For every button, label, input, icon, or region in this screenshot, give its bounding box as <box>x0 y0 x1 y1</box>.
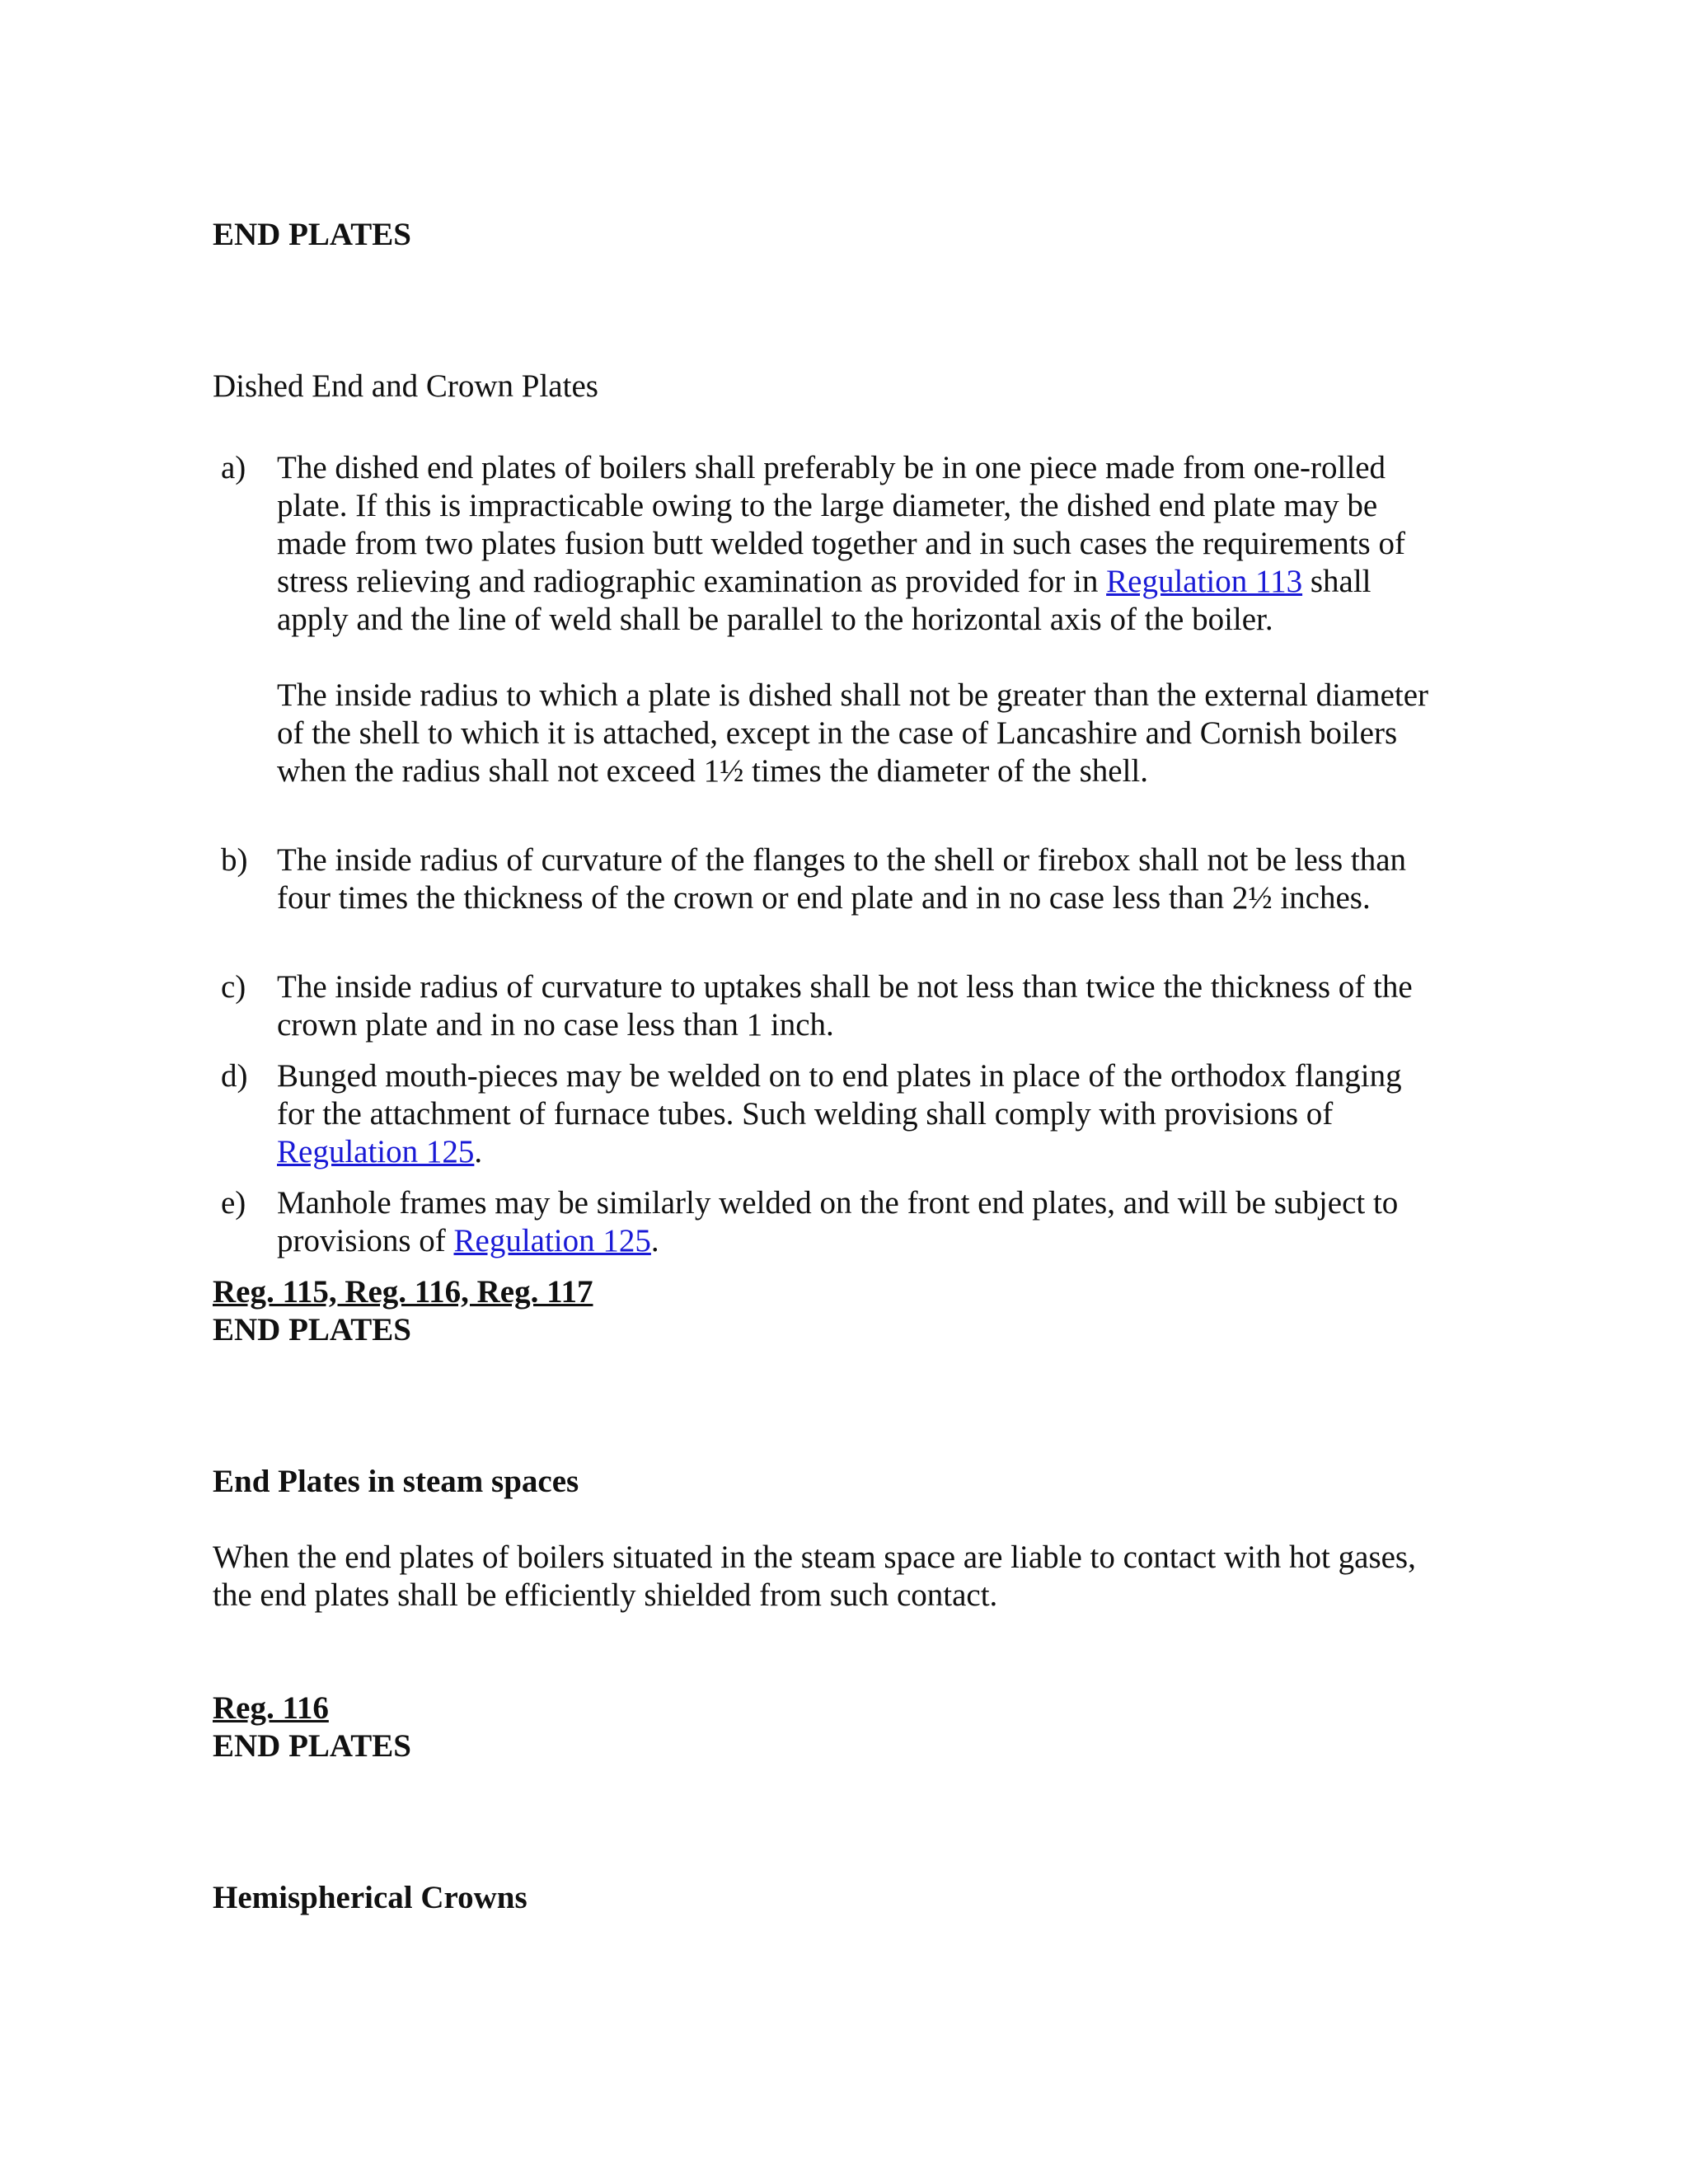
section-heading: END PLATES <box>213 1728 411 1764</box>
list-item-label: c) <box>221 969 246 1005</box>
list-item-label: d) <box>221 1058 248 1094</box>
list-item-paragraph <box>277 449 1432 639</box>
text-run: The dished end plates of boilers shall preferably be in one piece made from one-rolled plate. If this is impracticable owing to the large diameter, the dished end plate may be made from two plates fusion butt welded together and in such cases the requirements of stress relieving and radiographic examination as provided for in <box>277 450 1405 599</box>
list-item-text <box>277 1057 1432 1171</box>
list-item-text <box>277 449 1432 790</box>
text-run: shall apply and the line of weld shall be parallel to the horizontal axis of the boiler. <box>277 564 1372 637</box>
section-subheading: Hemispherical Crowns <box>213 1880 528 1915</box>
body-paragraph: When the end plates of boilers situated in the steam space are liable to contact with hot gases, the end plates shall be efficiently shielded from such contact. <box>213 1540 1416 1613</box>
text-run: Bunged mouth-pieces may be welded on to end plates in place of the orthodox flanging for the attachment of furnace tubes. Such welding shall comply with provisions of <box>277 1058 1402 1132</box>
section-subheading: Dished End and Crown Plates <box>213 368 598 404</box>
section-heading: END PLATES <box>213 217 411 252</box>
list-item-paragraph: The inside radius to which a plate is dished shall not be greater than the external diameter of the shell to which it is attached, except in the case of Lancashire and Cornish boilers when the radius shall not exceed 1½ times the diameter of the shell. <box>277 677 1429 789</box>
list-item-e <box>213 1184 1432 1260</box>
section-heading: END PLATES <box>213 1312 411 1347</box>
list-item-text <box>277 1184 1432 1260</box>
regulation-125-link[interactable]: Regulation 125 <box>277 1134 475 1169</box>
regulation-113-link[interactable]: Regulation 113 <box>1106 564 1303 599</box>
list-item-b <box>213 841 1432 917</box>
text-run: . <box>474 1134 483 1169</box>
list-item-text: The inside radius of curvature to uptakes shall be not less than twice the thickness of the crown plate and in no case less than 1 inch. <box>277 969 1413 1043</box>
list-item-label: a) <box>221 450 246 485</box>
list-item-label: b) <box>221 842 248 878</box>
list-item-d <box>213 1057 1432 1171</box>
text-run: Manhole frames may be similarly welded on the front end plates, and will be subject to provisions of <box>277 1185 1399 1258</box>
list-item-c <box>213 968 1432 1044</box>
regulation-125-link[interactable]: Regulation 125 <box>453 1223 651 1258</box>
regulation-reference: Reg. 115, Reg. 116, Reg. 117 <box>213 1274 593 1310</box>
text-run: . <box>650 1223 659 1258</box>
section-subheading: End Plates in steam spaces <box>213 1464 579 1499</box>
list-item-a <box>213 449 1432 790</box>
list-item-label: e) <box>221 1185 246 1221</box>
list-item-text: The inside radius of curvature of the flanges to the shell or firebox shall not be less than four times the thickness of the crown or end plate and in no case less than 2½ inches. <box>277 842 1407 916</box>
regulation-reference: Reg. 116 <box>213 1690 329 1726</box>
